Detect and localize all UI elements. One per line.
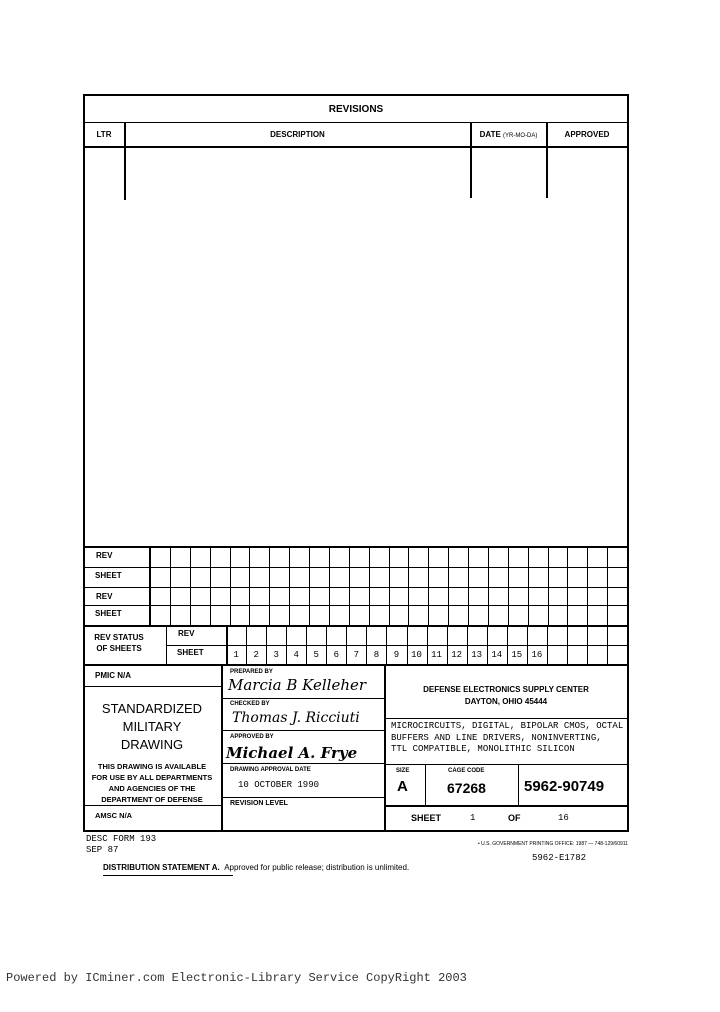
approved-signature: Michael A. Frye bbox=[226, 744, 358, 762]
status-col-16 bbox=[468, 546, 469, 625]
size-label: SIZE bbox=[396, 768, 410, 774]
status-col-20 bbox=[548, 546, 549, 625]
cage-value: 67268 bbox=[447, 780, 486, 796]
size-value: A bbox=[397, 778, 408, 795]
sheet-number: 13 bbox=[471, 650, 483, 660]
pmic: PMIC N/A bbox=[95, 671, 131, 680]
sheet-col-17 bbox=[567, 625, 568, 664]
status-col-10 bbox=[349, 546, 350, 625]
desc-line3: TTL COMPATIBLE, MONOLITHIC SILICON bbox=[391, 744, 575, 754]
status-col-18 bbox=[508, 546, 509, 625]
checked-label: CHECKED BY bbox=[230, 701, 270, 707]
status-col-11 bbox=[369, 546, 370, 625]
prepared-line bbox=[221, 698, 384, 699]
revision-level-label: REVISION LEVEL bbox=[230, 800, 288, 807]
titleblock-col-1 bbox=[221, 664, 223, 830]
status-col-8 bbox=[309, 546, 310, 625]
desc-line1: MICROCIRCUITS, DIGITAL, BIPOLAR CMOS, OCTAL bbox=[391, 721, 624, 731]
sheet-line bbox=[384, 805, 628, 807]
sheet-number: 1 bbox=[233, 650, 239, 660]
sheet-number: 16 bbox=[531, 650, 543, 660]
distribution-statement bbox=[103, 863, 409, 872]
revisions-title: REVISIONS bbox=[328, 104, 384, 115]
amsc: AMSC N/A bbox=[95, 811, 133, 820]
sheet-number: 5 bbox=[313, 650, 319, 660]
frame-right bbox=[627, 94, 629, 832]
drawing-description bbox=[391, 721, 623, 756]
sheet-number: 10 bbox=[411, 650, 422, 660]
amsc-line bbox=[83, 805, 221, 806]
status-col-9 bbox=[329, 546, 330, 625]
status-col-6 bbox=[269, 546, 270, 625]
col-date-label: DATE bbox=[479, 130, 501, 139]
distribution-text: Approved for public release; distribution is unlimited. bbox=[224, 863, 410, 872]
avail-line2: FOR USE BY ALL DEPARTMENTS bbox=[91, 773, 213, 782]
avail-line4: DEPARTMENT OF DEFENSE bbox=[101, 795, 203, 804]
sheet-number: 15 bbox=[511, 650, 523, 660]
desc-line2: BUFFERS AND LINE DRIVERS, NONINVERTING, bbox=[391, 732, 602, 743]
col-date bbox=[471, 130, 546, 139]
sheet-number: 8 bbox=[373, 650, 380, 660]
col-date-format: (YR-MO-DA) bbox=[503, 133, 538, 139]
sheet-value: 1 bbox=[470, 813, 476, 823]
approved-label: APPROVED BY bbox=[230, 734, 274, 740]
sheet-number: 6 bbox=[333, 650, 340, 660]
status-col-4 bbox=[230, 546, 231, 625]
form-line1: DESC FORM 193 bbox=[86, 834, 157, 844]
frame-bottom bbox=[83, 830, 629, 832]
std-line2: MILITARY bbox=[122, 719, 182, 734]
sheet-number: 3 bbox=[273, 650, 279, 660]
approval-date-line bbox=[221, 797, 384, 798]
status-col-15 bbox=[448, 546, 449, 625]
sheet-number: 14 bbox=[491, 650, 503, 660]
std-line3: DRAWING bbox=[120, 737, 184, 752]
of-value: 16 bbox=[558, 813, 569, 823]
status-col-23 bbox=[607, 546, 608, 625]
col-approved: APPROVED bbox=[564, 130, 610, 139]
sheet-label-1: SHEET bbox=[95, 571, 122, 580]
sheet-label: SHEET bbox=[411, 813, 442, 823]
status-col-12 bbox=[389, 546, 390, 625]
avail-line3: AND AGENCIES OF THE bbox=[108, 784, 196, 793]
status-col-1 bbox=[170, 546, 171, 625]
col-ltr: LTR bbox=[96, 130, 112, 139]
sheet-label-2: SHEET bbox=[95, 609, 122, 618]
powered-by-notice: Powered by ICminer.com Electronic-Library Service CopyRight 2003 bbox=[6, 971, 467, 985]
availability-statement bbox=[84, 761, 220, 805]
rev-status-divider bbox=[166, 625, 167, 664]
status-col-7 bbox=[289, 546, 290, 625]
rev-status-line1: REV STATUS bbox=[94, 633, 144, 642]
approved-line bbox=[221, 763, 384, 764]
cage-label: CAGE CODE bbox=[448, 768, 485, 774]
rev-status-label bbox=[88, 632, 150, 654]
status-col-5 bbox=[249, 546, 250, 625]
status-row-5 bbox=[166, 645, 628, 646]
sheet-col-19 bbox=[607, 625, 608, 664]
sheet-number: 7 bbox=[353, 650, 360, 660]
approval-date: 10 OCTOBER 1990 bbox=[238, 780, 320, 790]
status-col-21 bbox=[567, 546, 568, 625]
status-col-2 bbox=[190, 546, 191, 625]
gpo-line: • U.S. GOVERNMENT PRINTING OFFICE: 1987 — 748-129/60911 bbox=[478, 841, 628, 847]
std-line1: STANDARDIZED bbox=[101, 701, 203, 716]
status-col-3 bbox=[210, 546, 211, 625]
rev-label-3: REV bbox=[178, 629, 195, 638]
form-id bbox=[86, 834, 156, 856]
prepared-label: PREPARED BY bbox=[230, 669, 273, 675]
prepared-signature: Marcia B Kelleher bbox=[228, 676, 367, 694]
agency-line1: DEFENSE ELECTRONICS SUPPLY CENTER bbox=[423, 685, 589, 694]
size-divider bbox=[425, 764, 426, 805]
distribution-label: DISTRIBUTION STATEMENT A. bbox=[103, 863, 220, 872]
sheet-col-18 bbox=[587, 625, 588, 664]
avail-line1: THIS DRAWING IS AVAILABLE bbox=[97, 762, 207, 771]
status-col-22 bbox=[587, 546, 588, 625]
col-description: DESCRIPTION bbox=[270, 130, 325, 139]
status-col-14 bbox=[428, 546, 429, 625]
sheet-col-16 bbox=[547, 625, 548, 664]
rev-status-line2: OF SHEETS bbox=[96, 644, 142, 653]
desc-line bbox=[384, 764, 628, 765]
sheet-number: 4 bbox=[293, 650, 299, 660]
sheet-number: 12 bbox=[451, 650, 463, 660]
distribution-underline bbox=[103, 875, 233, 876]
rev-label-1: REV bbox=[96, 551, 113, 560]
status-col-19 bbox=[528, 546, 529, 625]
of-label: OF bbox=[508, 813, 521, 823]
drawing-number: 5962-90749 bbox=[524, 778, 605, 795]
pmic-line bbox=[83, 686, 221, 687]
rev-label-2: REV bbox=[96, 592, 113, 601]
status-col-17 bbox=[488, 546, 489, 625]
ref-number: 5962-E1782 bbox=[532, 853, 587, 863]
status-col-13 bbox=[408, 546, 409, 625]
status-label-divider bbox=[149, 546, 151, 625]
titleblock-top bbox=[83, 664, 629, 666]
checked-line bbox=[221, 730, 384, 731]
agency-line2: DAYTON, OHIO 45444 bbox=[464, 697, 548, 706]
sheet-label-3: SHEET bbox=[177, 648, 204, 657]
form-line2: SEP 87 bbox=[86, 845, 119, 855]
standardized-military-drawing bbox=[84, 700, 220, 754]
agency bbox=[385, 684, 627, 708]
sheet-number: 9 bbox=[393, 650, 400, 660]
sheet-number: 11 bbox=[431, 650, 442, 660]
checked-signature: Thomas J. Ricciuti bbox=[232, 710, 360, 726]
sheet-number: 2 bbox=[253, 650, 259, 660]
approval-date-label: DRAWING APPROVAL DATE bbox=[230, 767, 311, 773]
cage-divider bbox=[518, 764, 519, 805]
frame-top bbox=[83, 94, 629, 96]
agency-line bbox=[384, 718, 628, 719]
